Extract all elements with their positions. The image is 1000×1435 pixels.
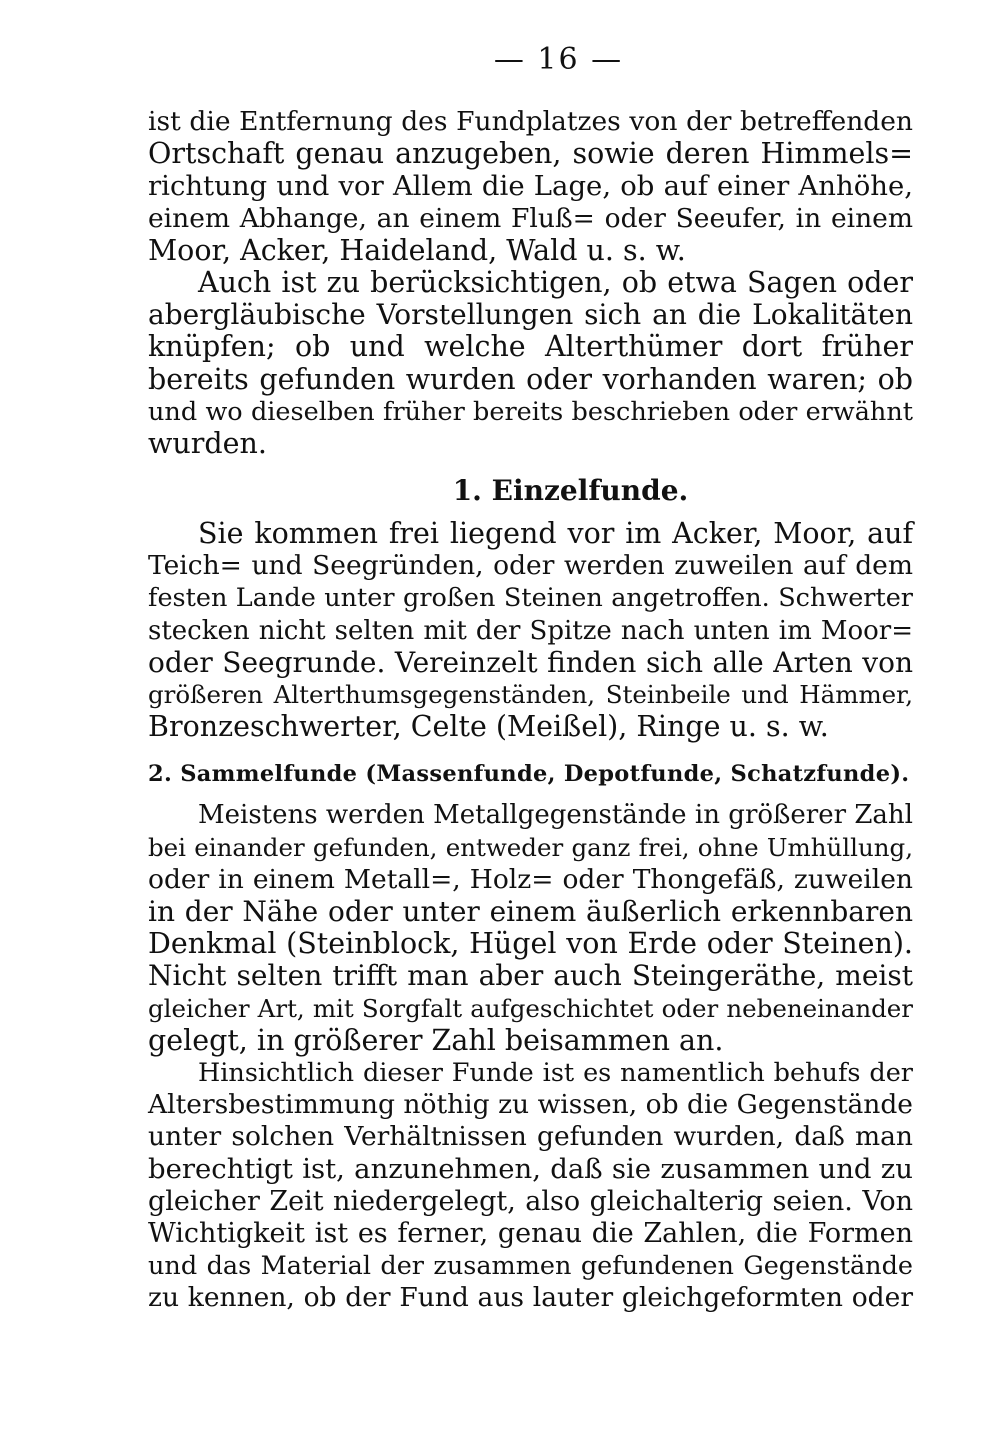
text-line: unter solchen Verhältnissen gefunden wurden, daß man — [148, 1121, 913, 1153]
section-heading-sammelfunde: 2. Sammelfunde (Massenfunde, Depotfunde, Schatzfunde). — [148, 761, 910, 788]
text-line: und wo dieselben früher bereits beschrieben oder erwähnt — [148, 396, 913, 427]
text-line: oder in einem Metall=, Holz= oder Thongefäß, zuweilen — [148, 863, 913, 895]
text-line: Altersbestimmung nöthig zu wissen, ob die Gegenstände — [148, 1089, 913, 1121]
text-line: ist die Entfernung des Fundplatzes von der betreffenden — [148, 106, 913, 137]
text-line: Denkmal (Steinblock, Hügel von Erde oder Steinen). — [148, 927, 913, 961]
section-heading-einzelfunde: 1. Einzelfunde. — [452, 474, 689, 508]
text-line: Moor, Acker, Haideland, Wald u. s. w. — [148, 233, 686, 267]
text-line: Wichtigkeit ist es ferner, genau die Zahlen, die Formen — [148, 1217, 913, 1249]
paragraph-legends — [148, 267, 913, 460]
document-page — [148, 40, 913, 1314]
text-line: bei einander gefunden, entweder ganz frei, ohne Umhüllung, — [148, 832, 913, 862]
text-line: einem Abhange, an einem Fluß= oder Seeufer, in einem — [148, 202, 913, 234]
text-line: knüpfen; ob und welche Alterthümer dort früher — [148, 330, 913, 364]
text-line: wurden. — [148, 426, 267, 460]
paragraph-sammelfunde-2 — [148, 1057, 913, 1315]
text-line: in der Nähe oder unter einem äußerlich erkennbaren — [148, 894, 913, 928]
page-number: — 16 — — [493, 42, 624, 77]
text-line: Sie kommen frei liegend vor im Acker, Moor, auf — [198, 517, 913, 551]
text-line: bereits gefunden wurden oder vorhanden waren; ob — [148, 362, 913, 396]
text-line: Auch ist zu berücksichtigen, ob etwa Sagen oder — [198, 265, 913, 299]
text-line: zu kennen, ob der Fund aus lauter gleichgeformten oder — [148, 1282, 913, 1314]
text-line: größeren Alterthumsgegenständen, Steinbeile und Hämmer, — [148, 680, 913, 709]
text-line: gleicher Art, mit Sorgfalt aufgeschichtet oder nebeneinander — [148, 993, 913, 1023]
text-line: Hinsichtlich dieser Funde ist es namentlich behufs der — [198, 1057, 913, 1088]
text-line: Teich= und Seegründen, oder werden zuweilen auf dem — [148, 550, 913, 582]
text-line: Meistens werden Metallgegenstände in größerer Zahl — [198, 800, 913, 831]
text-line: stecken nicht selten mit der Spitze nach unten im Moor= — [148, 615, 913, 646]
text-line: richtung und vor Allem die Lage, ob auf einer Anhöhe, — [148, 170, 913, 203]
text-line: gelegt, in größerer Zahl beisammen an. — [148, 1023, 724, 1057]
text-line: oder Seegrunde. Vereinzelt finden sich alle Arten von — [148, 645, 913, 679]
paragraph-sammelfunde-1 — [148, 799, 913, 1057]
text-line: Bronzeschwerter, Celte (Meißel), Ringe u. s. w. — [148, 710, 829, 744]
text-line: abergläubische Vorstellungen sich an die Lokalitäten — [148, 298, 913, 332]
text-line: und das Material der zusammen gefundenen Gegenstände — [148, 1251, 913, 1281]
text-line: gleicher Zeit niedergelegt, also gleichalterig seien. Von — [148, 1185, 913, 1217]
text-line: Ortschaft genau anzugeben, sowie deren Himmels= — [148, 137, 913, 171]
text-line: Nicht selten trifft man aber auch Steingeräthe, meist — [148, 959, 913, 993]
text-line: berechtigt ist, anzunehmen, daß sie zusammen und zu — [148, 1153, 913, 1186]
text-line: festen Lande unter großen Steinen angetroffen. Schwerter — [148, 583, 913, 614]
paragraph-location — [148, 106, 913, 267]
paragraph-einzelfunde — [148, 518, 913, 743]
